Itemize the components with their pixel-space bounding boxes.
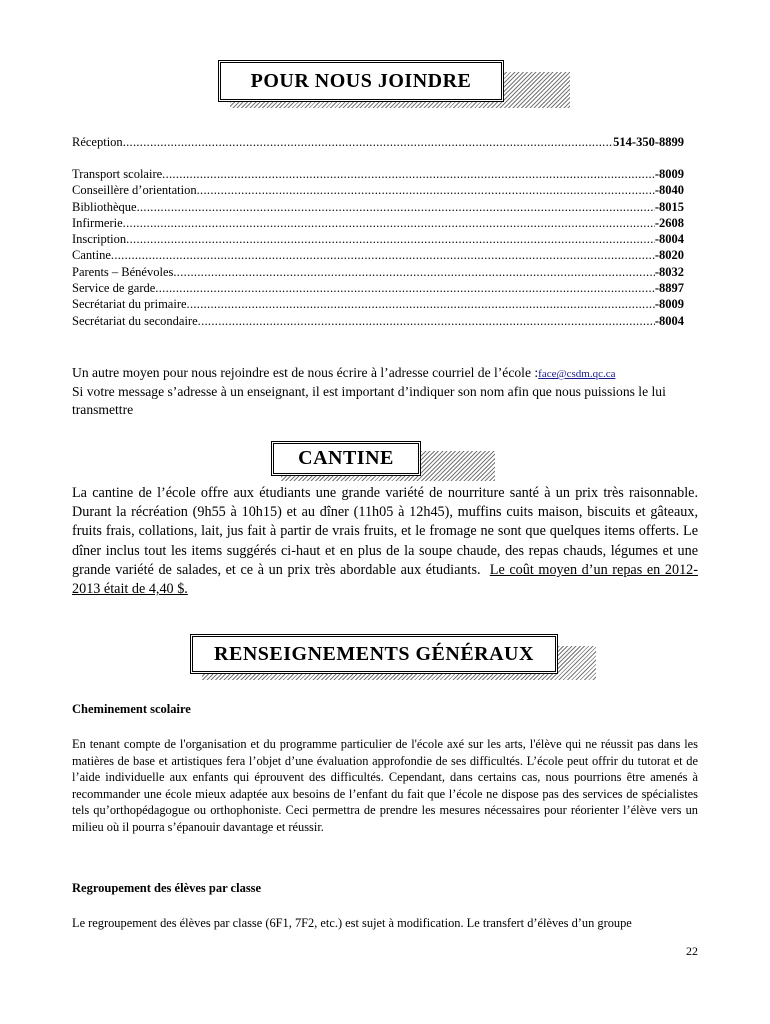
section-heading-regroupement: Regroupement des élèves par classe bbox=[72, 881, 262, 895]
extension-row bbox=[72, 280, 684, 296]
dot-leader bbox=[155, 280, 655, 296]
extension-number: -8032 bbox=[654, 264, 684, 279]
general-header bbox=[190, 634, 596, 680]
cantine-cost-note: Le coût moyen d’un repas en 2012-2013 était de 4,40 $. bbox=[72, 561, 698, 598]
extension-row bbox=[72, 199, 684, 215]
extension-label: Conseillère d’orientation bbox=[72, 183, 197, 198]
extension-label: Inscription bbox=[72, 232, 127, 247]
extension-number: -8004 bbox=[654, 232, 684, 247]
page-number: 22 bbox=[686, 944, 698, 958]
extension-row bbox=[72, 166, 684, 182]
dot-leader bbox=[123, 134, 613, 150]
extension-label: Transport scolaire bbox=[72, 167, 163, 181]
email-intro: Un autre moyen pour nous rejoindre est de nous écrire à l’adresse courriel de l’école : bbox=[72, 365, 539, 380]
extension-number: -8020 bbox=[654, 248, 684, 263]
extension-list bbox=[72, 166, 684, 329]
extension-label: Parents – Bénévoles bbox=[72, 264, 174, 279]
cantine-body: La cantine de l’école offre aux étudiants une grande variété de nourriture santé à un prix très raisonnable. Durant la récréation (9h55 à 10h15) et au dîner (11h05 à 12h45), muffins cuits maison, biscuits et gâteaux, fruits frais, collations, lait, jus fait à partir de vrais fruits, et le fromage ne sont que quelques items offerts. Le dîner inclus tout les items suggérés ci-haut et en plus de la soupe chaude, des repas chauds, légumes et une grande variété de salades, et ce à un prix très abordable aux étudiants. bbox=[72, 485, 698, 578]
cantine-header bbox=[271, 441, 495, 481]
extension-row bbox=[72, 296, 684, 312]
general-title: RENSEIGNEMENTS GÉNÉRAUX bbox=[190, 634, 558, 674]
dot-leader bbox=[137, 199, 655, 215]
dot-leader bbox=[198, 313, 655, 329]
dot-leader bbox=[197, 182, 655, 198]
dot-leader bbox=[126, 231, 655, 247]
extension-number: -8015 bbox=[654, 199, 684, 214]
extension-number: -8009 bbox=[654, 297, 684, 312]
dot-leader bbox=[111, 247, 655, 263]
extension-label: Bibliothèque bbox=[72, 199, 137, 214]
extension-row bbox=[72, 247, 684, 263]
extension-row bbox=[72, 215, 684, 231]
email-link[interactable]: face@csdm.qc.ca bbox=[538, 368, 616, 380]
cantine-title: CANTINE bbox=[271, 441, 421, 476]
dot-leader bbox=[173, 264, 654, 280]
reception-number: 514-350-8899 bbox=[613, 135, 684, 149]
extension-number: -8009 bbox=[654, 167, 684, 181]
dot-leader bbox=[162, 166, 655, 182]
email-note: Si votre message s’adresse à un enseignant, il est important d’indiquer son nom afin que nous puissions le lui transmettre bbox=[72, 384, 666, 417]
extension-label: Secrétariat du secondaire bbox=[72, 313, 198, 328]
extension-row bbox=[72, 231, 684, 247]
contact-header bbox=[218, 60, 570, 108]
extension-label: Infirmerie bbox=[72, 215, 123, 230]
email-line bbox=[72, 364, 712, 383]
extension-row bbox=[72, 313, 684, 329]
dot-leader bbox=[123, 215, 655, 231]
section-heading-cheminement: Cheminement scolaire bbox=[72, 702, 191, 716]
extension-row bbox=[72, 264, 684, 280]
extension-number: -8040 bbox=[654, 183, 684, 198]
extension-row bbox=[72, 182, 684, 198]
extension-label: Cantine bbox=[72, 248, 111, 263]
reception-label: Réception bbox=[72, 135, 123, 149]
extension-number: -8004 bbox=[654, 313, 684, 328]
email-paragraph bbox=[72, 364, 712, 419]
dot-leader bbox=[187, 296, 655, 312]
cantine-paragraph bbox=[72, 484, 698, 599]
section-body-regroupement: Le regroupement des élèves par classe (6F1, 7F2, etc.) est sujet à modification. Le transfert d’élèves d’un groupe bbox=[72, 916, 632, 930]
extension-number: -2608 bbox=[654, 215, 684, 230]
extension-label: Secrétariat du primaire bbox=[72, 297, 187, 312]
section-body-cheminement: En tenant compte de l'organisation et du programme particulier de l'école axé sur les arts, l'élève qui ne réussit pas dans les matières de base et artistiques fera l’objet d’une évaluation approfondie de ses difficultés. L’école peut offrir du tutorat et de l’aide individuelle aux enfants qui éprouvent des difficultés. Cependant, dans certains cas, nous pourrions être amenés à recommander une école mieux adaptée aux besoins de l’enfant du fait que l’école ne dispose pas des services de spécialistes tels qu’orthopédagogue ou orthophoniste. Ceci permettra de prendre les mesures nécessaires pour réorienter l’élève vers un milieu où il pourra s’épanouir davantage et réussir. bbox=[72, 737, 698, 834]
reception-line bbox=[72, 134, 684, 150]
extension-number: -8897 bbox=[654, 281, 684, 296]
extension-label: Service de garde bbox=[72, 281, 156, 296]
contact-title: POUR NOUS JOINDRE bbox=[218, 60, 504, 102]
